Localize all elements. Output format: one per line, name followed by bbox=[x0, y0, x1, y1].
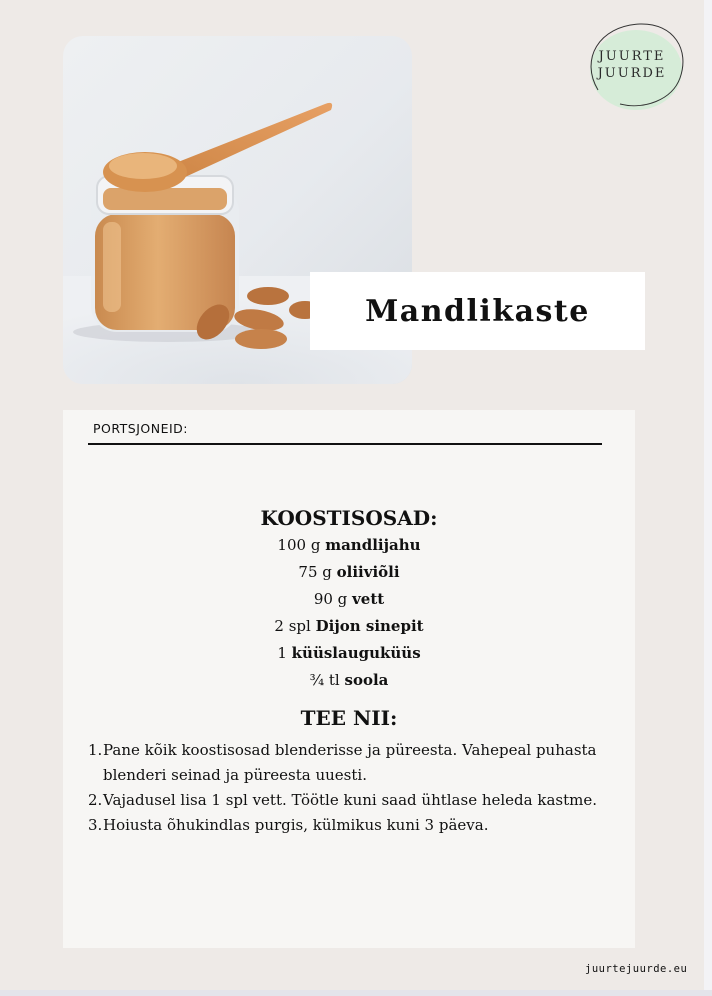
logo-line-2: JUURDE bbox=[597, 66, 667, 81]
website-link[interactable]: juurtejuurde.eu bbox=[585, 963, 688, 975]
ingredient-item: 75 g oliiviõli bbox=[298, 563, 400, 581]
brand-logo bbox=[578, 20, 688, 112]
page-edge-bottom bbox=[0, 990, 712, 996]
portions-label: PORTSJONEID: bbox=[93, 421, 189, 436]
steps-heading: TEE NII: bbox=[300, 706, 398, 730]
logo-line-1: JUURTE bbox=[598, 49, 666, 64]
ingredient-item: 100 g mandlijahu bbox=[277, 536, 421, 554]
ingredient-item: ¾ tl soola bbox=[309, 671, 389, 689]
step-item: 1. Pane kõik koostisosad blenderisse ja püreesta. Vahepeal puhasta blenderi seinad ja püreesta uuesti. bbox=[88, 741, 597, 784]
ingredients-heading: KOOSTISOSAD: bbox=[260, 506, 438, 530]
recipe-title-box bbox=[310, 272, 645, 350]
ingredient-item: 90 g vett bbox=[313, 590, 385, 608]
ingredient-item: 1 küüslauguküüs bbox=[277, 644, 421, 662]
step-item: 3. Hoiusta õhukindlas purgis, külmikus kuni 3 päeva. bbox=[88, 816, 489, 834]
recipe-card bbox=[63, 410, 635, 948]
ingredients-list bbox=[63, 532, 635, 694]
page-edge bbox=[704, 0, 712, 996]
portions-underline bbox=[88, 443, 602, 445]
ingredient-item: 2 spl Dijon sinepit bbox=[274, 617, 424, 635]
steps-list bbox=[88, 738, 608, 838]
recipe-title: Mandlikaste bbox=[365, 293, 590, 329]
step-item: 2. Vajadusel lisa 1 spl vett. Töötle kuni saad ühtlase heleda kastme. bbox=[88, 791, 597, 809]
